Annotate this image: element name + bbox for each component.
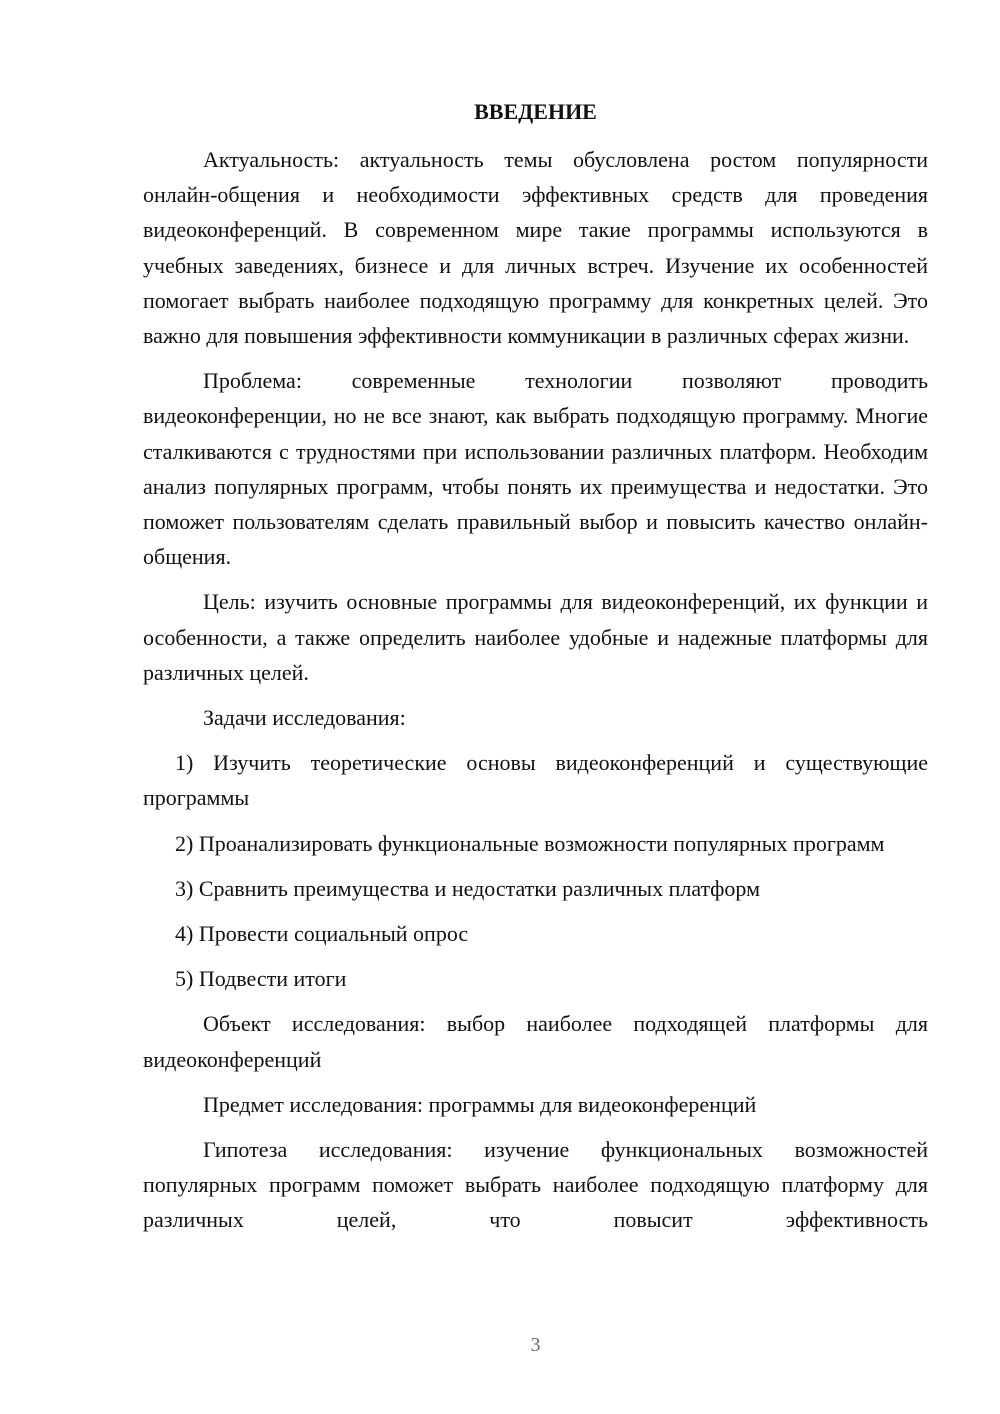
section-title: ВВЕДЕНИЕ [474,99,597,124]
task-item-1: 1) Изучить теоретические основы видеоконференций и существующие программы [143,750,928,811]
document-body [143,142,928,1238]
paragraph-hypothesis: Гипотеза исследования: изучение функциональных возможностей популярных программ поможет выбрать наиболее подходящую платформу для различных целей, что повысит эффективность [143,1137,928,1233]
paragraph-subject: Предмет исследования: программы для видеоконференций [203,1091,757,1117]
task-item-5: 5) Подвести итоги [175,966,347,992]
paragraph-goal: Цель: изучить основные программы для видеоконференций, их функции и особенности, а также определить наиболее удобные и надежные платформы для различных целей. [143,589,928,685]
page-number: 3 [530,1334,541,1356]
task-item-3: 3) Сравнить преимущества и недостатки различных платформ [175,875,760,901]
paragraph-tasks-heading: Задачи исследования: [203,705,406,731]
paragraph-relevance: Актуальность: актуальность темы обусловлена ростом популярности онлайн-общения и необходимости эффективных средств для проведения видеоконференций. В современном мире такие программы используются в учебных заведениях, бизнесе и для личных встреч. Изучение их особенностей помогает выбрать наиболее подходящую программу для конкретных целей. Это важно для повышения эффективности коммуникации в различных сферах жизни. [143,147,928,349]
paragraph-object: Объект исследования: выбор наиболее подходящей платформы для видеоконференций [143,1011,928,1072]
task-item-4: 4) Провести социальный опрос [175,921,469,947]
document-page [143,0,928,1414]
paragraph-problem: Проблема: современные технологии позволяют проводить видеоконференции, но не все знают, как выбрать подходящую программу. Многие сталкиваются с трудностями при использовании различных платформ. Необходим анализ популярных программ, чтобы понять их преимущества и недостатки. Это поможет пользователям сделать правильный выбор и повысить качество онлайн-общения. [143,368,928,570]
task-item-2: 2) Проанализировать функциональные возможности популярных программ [175,830,885,856]
